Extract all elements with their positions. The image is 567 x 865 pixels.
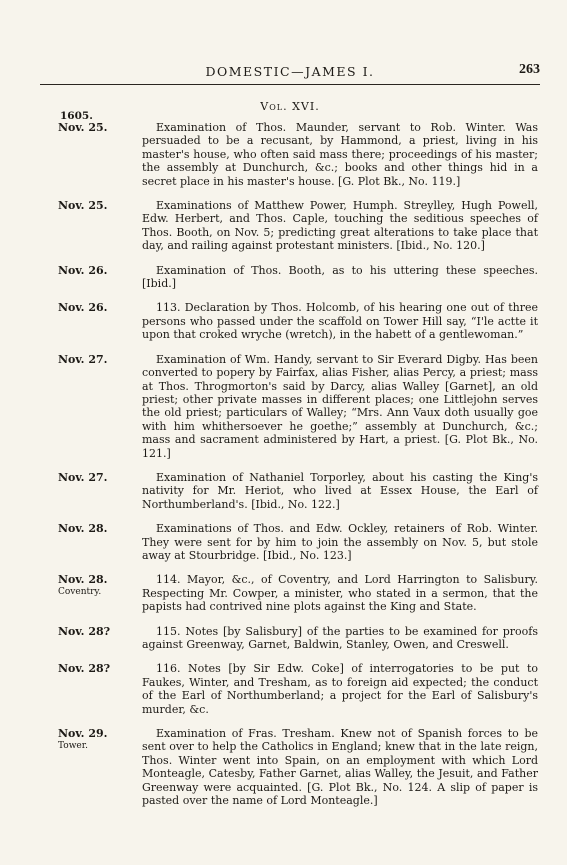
calendar-entry bbox=[58, 353, 538, 460]
entry-text: 116. Notes [by Sir Edw. Coke] of interrogatories to be put to Faukes, Winter, and Tresham, as to foreign aid expected; the conduct of the Earl of Northumberland; a project for the Earl of Salisbury's murder, &c. bbox=[142, 662, 538, 716]
calendar-entry bbox=[58, 199, 538, 253]
calendar-entries bbox=[58, 121, 538, 818]
entry-text: Examination of Wm. Handy, servant to Sir Everard Digby. Has been converted to popery by Fairfax, alias Fisher, alias Percy, a priest; mass at Thos. Throgmorton's said by Darcy, alias Walley [Garnet], an old priest; other private masses in different places; one Littlejohn serves the old priest; particulars of Walley; “Mrs. Ann Vaux doth usually goe with him whithersoever he goethe;” assembly at Dunchurch, &c.; mass and sacrament administered by Hart, a priest. [G. Plot Bk., No. 121.] bbox=[142, 352, 538, 460]
entry-text: Examination of Thos. Booth, as to his uttering these speeches. [Ibid.] bbox=[142, 263, 538, 291]
calendar-entry bbox=[58, 573, 538, 613]
entry-date: Nov. 26. bbox=[58, 301, 108, 315]
volume-heading: Vol. XVI. bbox=[260, 100, 320, 113]
entry-date: Nov. 28? bbox=[58, 662, 111, 676]
calendar-entry bbox=[58, 625, 538, 652]
entry-date: Nov. 28? bbox=[58, 624, 111, 638]
entry-date: Nov. 27. bbox=[58, 470, 108, 484]
calendar-entry bbox=[58, 301, 538, 341]
year-marker: 1605. bbox=[60, 110, 93, 122]
calendar-entry bbox=[58, 264, 538, 291]
running-title: DOMESTIC—JAMES I. bbox=[205, 64, 375, 79]
calendar-entry bbox=[58, 121, 538, 188]
entry-date: Nov. 26. bbox=[58, 263, 108, 277]
entry-place: Coventry. bbox=[58, 587, 102, 598]
calendar-entry bbox=[58, 727, 538, 807]
entry-text: Examination of Nathaniel Torporley, about his casting the King's nativity for Mr. Heriot, who lived at Essex House, the Earl of Northumberland's. [Ibid., No. 122.] bbox=[142, 470, 538, 511]
entry-text: Examinations of Matthew Power, Humph. Streylley, Hugh Powell, Edw. Herbert, and Thos. Caple, touching the seditious speeches of Thos. Booth, on Nov. 5; predicting great alterations to take place that day, and railing against protestant ministers. [Ibid., No. 120.] bbox=[142, 199, 538, 253]
entry-text: 113. Declaration by Thos. Holcomb, of his hearing one out of three persons who passed under the scaffold on Tower Hill say, “I'le actte it upon that croked wryche (wretch), in the habett of a gentlewoman.” bbox=[142, 301, 538, 342]
entry-date: Nov. 28. bbox=[58, 573, 108, 587]
entry-text: Examination of Fras. Tresham. Knew not of Spanish forces to be sent over to help the Catholics in England; knew that in the late reign, Thos. Winter went into Spain, on an employment with which Lord Monteagle, Catesby, Father Garnet, alias Walley, the Jesuit, and Father Greenway were acquainted. [G. Plot Bk., No. 124. A slip of paper is pasted over the name of Lord Monteagle.] bbox=[142, 727, 538, 808]
entry-date: Nov. 27. bbox=[58, 352, 108, 366]
page-header bbox=[40, 60, 540, 85]
calendar-entry bbox=[58, 662, 538, 716]
entry-place: Tower. bbox=[58, 741, 88, 752]
entry-date: Nov. 28. bbox=[58, 522, 108, 536]
entry-date: Nov. 29. bbox=[58, 727, 108, 741]
entry-text: 115. Notes [by Salisbury] of the parties to be examined for proofs against Greenway, Garnet, Baldwin, Stanley, Owen, and Creswell. bbox=[142, 624, 538, 651]
calendar-entry bbox=[58, 522, 538, 562]
entry-text: Examinations of Thos. and Edw. Ockley, retainers of Rob. Winter. They were sent for by him to join the assembly on Nov. 5, but stole away at Stourbridge. [Ibid., No. 123.] bbox=[142, 522, 538, 562]
calendar-entry bbox=[58, 471, 538, 511]
entry-text: 114. Mayor, &c., of Coventry, and Lord Harrington to Salisbury. Respecting Mr. Cowper, a minister, who stated in a sermon, that the papists had contrived nine plots against the King and State. bbox=[142, 573, 538, 614]
entry-date: Nov. 25. bbox=[58, 121, 108, 134]
entry-text: Examination of Thos. Maunder, servant to Rob. Winter. Was persuaded to be a recusant, by Hammond, a priest, living in his master's house, who often said mass there; proceedings of his master; the assembly at Dunchurch, &c.; books and other things hid in a secret place in his master's house. [G. Plot Bk., No. 119.] bbox=[142, 121, 538, 188]
entry-date: Nov. 25. bbox=[58, 199, 108, 213]
page-number: 263 bbox=[519, 62, 540, 77]
